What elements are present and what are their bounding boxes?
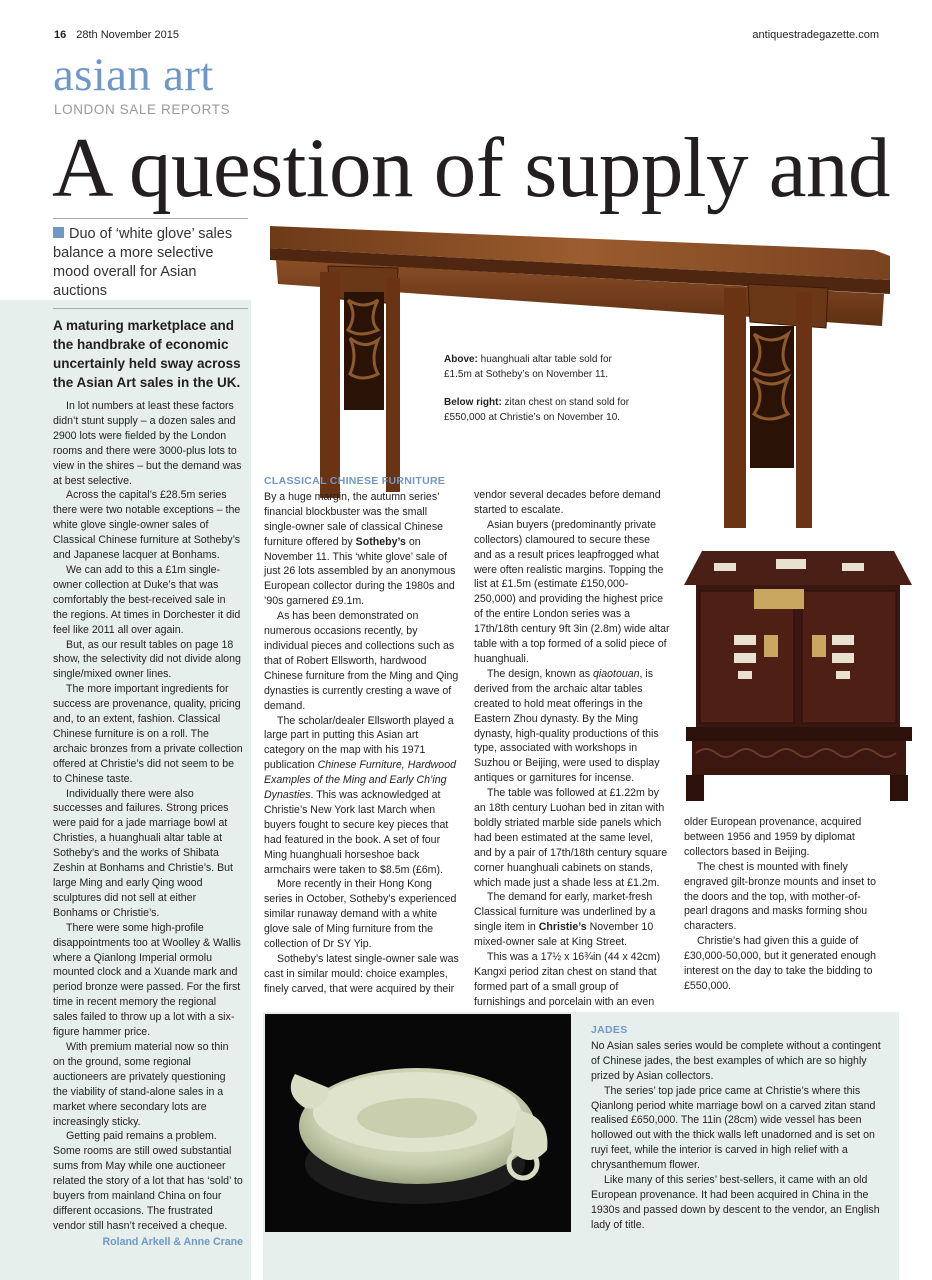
paragraph: With premium material now so thin on the ground, some regional auctioneers are privately questioning the viability of stand-alone sales in a market where secondary lots are increasingly sticky.: [53, 1040, 229, 1128]
subheading: CLASSICAL CHINESE FURNITURE: [264, 475, 446, 487]
auction-house: Christie’s: [538, 921, 587, 934]
article-column-1: [53, 399, 243, 1250]
square-bullet-icon: [53, 227, 64, 238]
paragraph: This was a 17½ x 16¾in (44 x 42cm) Kangxi period zitan chest on stand that formed part of a small group of furnishings and porcelain with an even: [474, 951, 661, 1008]
byline: Roland Arkell & Anne Crane: [102, 1235, 243, 1248]
caption-text: huanghuali altar table sold for £1.5m at Sotheby’s on November 11.: [444, 354, 612, 380]
paragraph: The design, known as qiaotouan, is derived from the archaic altar tables created to hold meat offerings in the Eastern Zhou dynasty. By the Ming dynasty, high-quality productions of this type, associated with workshops in Suzhou or Beijing, were used to display antiques or garnitures for incense.: [474, 667, 660, 785]
standfirst: [53, 218, 248, 309]
subheading: JADES: [591, 1024, 628, 1036]
paragraph: The demand for early, market-fresh Classical furniture was underlined by a single item in Christie’s November 10 mixed-owner sale at King Street.: [474, 891, 656, 949]
issue-date: 28th November 2015: [76, 29, 179, 41]
caption-label: Below right:: [444, 397, 502, 408]
image-captions: [444, 353, 634, 439]
section-subtitle: LONDON SALE REPORTS: [54, 102, 231, 117]
paragraph: In lot numbers at least these factors didn’t stunt supply – a dozen sales and 2900 lots were fielded by the London rooms and there were 3000-plus lots to view in the shires – but the demand was at best selective.: [53, 400, 242, 487]
article-column-jades: [591, 1023, 881, 1233]
paragraph: Christie’s had given this a guide of £30,000-50,000, but it generated enough interest on the day to take the bidding to £550,000.: [684, 935, 877, 992]
article-column-3: [474, 488, 670, 1010]
page-folio: [54, 29, 179, 41]
caption-above: [444, 353, 634, 382]
paragraph: By a huge margin, the autumn series’ financial blockbuster was the small single-owner sale of classical Chinese furniture offered by Sotheby’s on November 11. This ‘white glove’ sale of just 26 lots assembled by an anonymous European collector during the 1980s and ’90s garnered £9.1m.: [264, 490, 456, 608]
book-title: Chinese Furniture, Hardwood Examples of the Ming and Early Ch’ing Dynasties: [264, 759, 456, 802]
standfirst-text: Duo of ‘white glove’ sales balance a more selective mood overall for Asian auctions: [53, 226, 233, 299]
paragraph: Like many of this series’ best-sellers, it came with an old European provenance. It had been acquired in China in the 1930s and passed down by descent to the vendor, an English lady of title.: [591, 1174, 880, 1231]
paragraph: vendor several decades before demand started to escalate.: [474, 489, 661, 516]
article-column-4: [684, 815, 880, 994]
term: qiaotouan: [593, 667, 640, 680]
paragraph: Asian buyers (predominantly private collectors) clamoured to secure these and as a result prices leapfrogged what were often realistic margins. Topping the list at £1.5m (estimate £150,000-250,000) and providing the highest price of the entire London series was a 17th/18th century 9ft 3in (2.8m) wide altar table with a top formed of a solid piece of huanghuali.: [474, 518, 670, 665]
caption-label: Above:: [444, 354, 478, 365]
paragraph: The scholar/dealer Ellsworth played a large part in putting this Asian art category on the map with his 1971 publication Chinese Furniture, Hardwood Examples of the Ming and Early Ch’ing Dynasties. This was acknowledged at Christie’s New York last March when buyers fought to secure key pieces that had featured in the book. A set of four Ming huanghuali horseshoe back armchairs were taken to $8.5m (£6m).: [264, 714, 456, 876]
paragraph: Across the capital’s £28.5m series there were two notable exceptions – the white glove single-owner sales of Classical Chinese furniture at Sotheby’s and Japanese lacquer at Bonhams.: [53, 489, 241, 562]
zitan-chest-image: [672, 543, 918, 805]
paragraph: The table was followed at £1.22m by an 18th century Luohan bed in zitan with boldly striated marble side panels which had been estimated at the same level, and by a pair of 17th/18th century square corner huanghuali cabinets on stands, which made just a shade less at £1.2m.: [474, 787, 668, 889]
paragraph: As has been demonstrated on numerous occasions recently, by individual pieces and collections such as that of Robert Ellsworth, hardwood Chinese furniture from the Ming and Qing dynasties is currently cresting a wave of demand.: [264, 610, 459, 712]
paragraph: But, as our result tables on page 18 show, the selectivity did not divide along single/mixed owner lines.: [53, 638, 241, 681]
paragraph: Sotheby’s latest single-owner sale was cast in similar mould: choice examples, finely carved, that were acquired by their: [264, 953, 459, 995]
paragraph: We can add to this a £1m single-owner collection at Duke’s that was comfortably the best-received sale in the regions. At times in Dorchester it did feel like 2011 all over again.: [53, 563, 241, 636]
paragraph: There were some high-profile disappointments too at Woolley & Wallis where a Qianlong Imperial ormolu mounted clock and a Xuande mark and period bronze were passed. For the first time in recent memory the regional sales failed to throw up a lot with a six-figure hammer price.: [53, 921, 241, 1039]
caption-below: [444, 396, 634, 425]
section-title: asian art: [53, 49, 214, 101]
paragraph: The series’ top jade price came at Christie’s where this Qianlong period white marriage bowl on a carved zitan stand realised £650,000. The 11in (28cm) wide vessel has been hollowed out with the thick walls left unadorned and is set on ruyi feet, while the interior is carved in high relief with a chrysanthemum flower.: [591, 1084, 876, 1172]
jade-marriage-bowl-image: [265, 1014, 571, 1232]
headline: A question of supply and: [52, 121, 890, 215]
paragraph: No Asian sales series would be complete without a contingent of Chinese jades, the best examples of which are so highly prized by Asian collectors.: [591, 1039, 881, 1082]
website-url[interactable]: antiquestradegazette.com: [752, 29, 879, 41]
caption-text: zitan chest on stand sold for £550,000 at Christie’s on November 10.: [444, 397, 630, 423]
paragraph: The chest is mounted with finely engraved gilt-bronze mounts and inset to the doors and the top, with mother-of-pearl dragons and masks forming shou characters.: [684, 860, 876, 933]
auction-house: Sotheby’s: [355, 535, 406, 548]
article-column-2: [264, 474, 460, 997]
page-number: 16: [54, 29, 67, 41]
paragraph: Individually there were also successes and failures. Strong prices were paid for a jade marriage bowl at Christies, a huanghuali altar table at Sotheby’s and the works of Shibata Zeshin at Bonhams and Christie’s. But large Ming and early Qing wood sculptures did not sell at either Bonhams or Christie’s.: [53, 787, 233, 919]
paragraph: older European provenance, acquired between 1956 and 1959 by diplomat collectors based in Beijing.: [684, 816, 862, 858]
paragraph: Getting paid remains a problem. Some rooms are still owed substantial sums from May while one auctioneer related the story of a lot that has ‘sold’ to buyers from mainland China on four different occasions. The frustrated vendor still hasn’t received a cheque.: [53, 1130, 243, 1232]
lead-paragraph: A maturing marketplace and the handbrake of economic uncertainly held sway across the Asian Art sales in the UK.: [53, 318, 241, 390]
paragraph: The more important ingredients for success are provenance, quality, pricing and, to an extent, fashion. Classical Chinese furniture is on a roll. The archaic bronzes from a private collection offered at Christie’s did not seem to be to Chinese taste.: [53, 683, 243, 785]
paragraph: More recently in their Hong Kong series in October, Sotheby’s experienced similar runaway demand with a white glove sale of Ming furniture from the collection of Dr SY Yip.: [264, 878, 457, 951]
